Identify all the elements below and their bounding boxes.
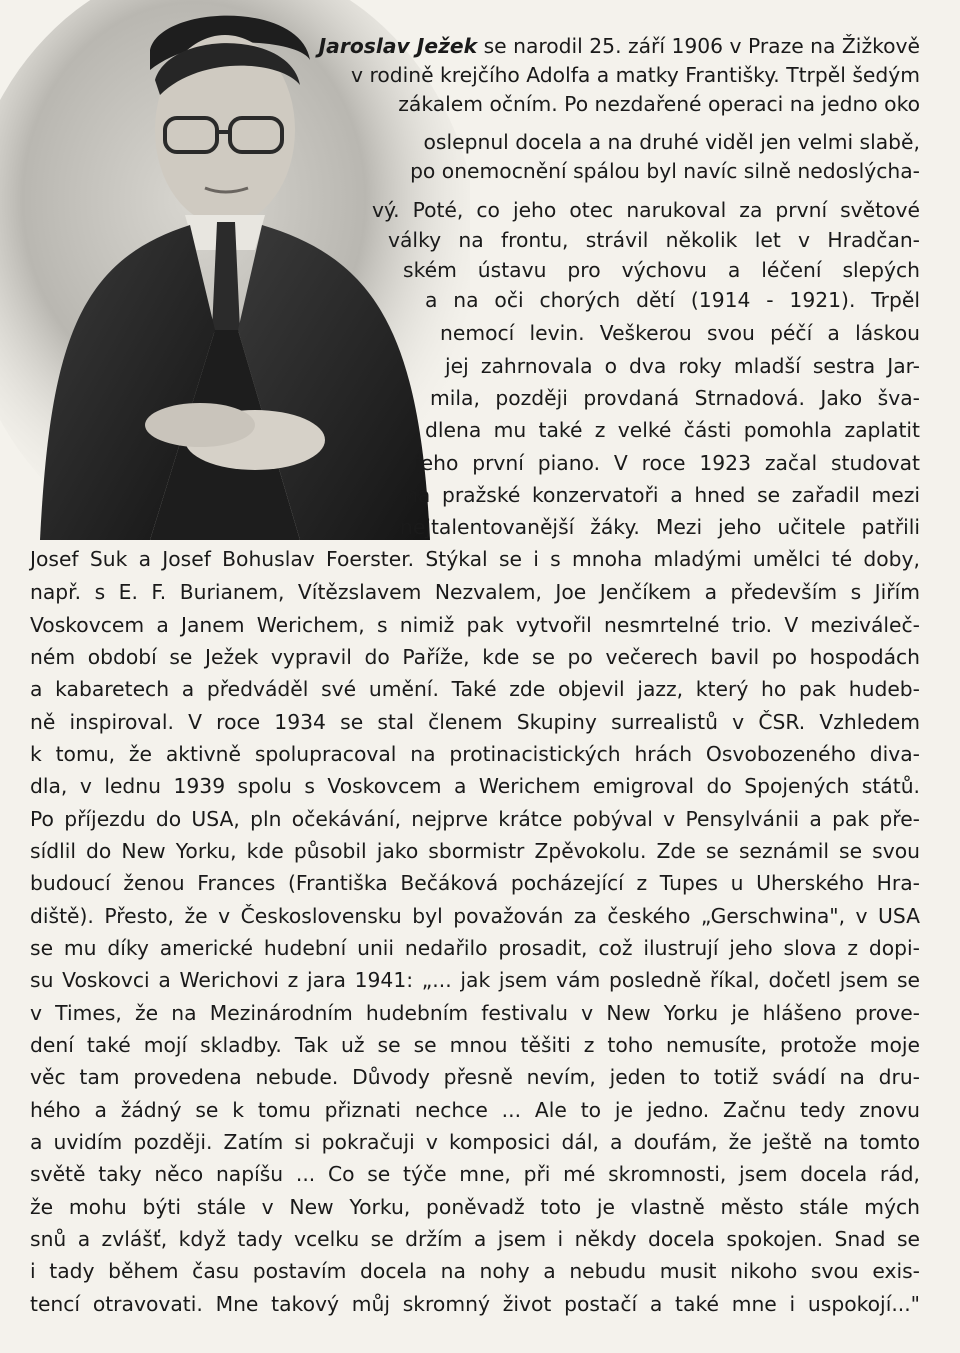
text-line: a kabaretech a předváděl své umění. Také zde objevil jazz, který ho pak hudeb- [30,677,920,701]
text-line: sídlil do New Yorku, kde působil jako sbormistr Zpěvokolu. Zde se seznámil se svou [30,839,920,863]
text-line: snů a zvlášť, když tady vcelku se držím a jsem i někdy docela spokojen. Snad se [30,1227,920,1251]
text-line: oslepnul docela a na druhé viděl jen velmi slabě, [423,130,920,154]
text-line: dení také mojí skladby. Tak už se se mnou těšiti z toho nemusíte, protože moje [30,1033,920,1057]
person-name: Jaroslav Ježek [318,34,478,58]
text-line: nemocí levin. Veškerou svou péčí a láskou [440,321,920,345]
text-line: dla, v lednu 1939 spolu s Voskovcem a Werichem emigroval do Spojených států. [30,774,920,798]
text-line: např. s E. F. Burianem, Vítězslavem Nezvalem, Joe Jenčíkem a především s Jiřím [30,580,920,604]
text-line: mila, později provdaná Strnadová. Jako šva- [430,386,920,410]
text-line: Po příjezdu do USA, pln očekávání, nejprve krátce pobýval v Pensylvánii a pak pře- [30,807,920,831]
text-line: Voskovcem a Janem Werichem, s nimiž pak vytvořil nesmrtelné trio. V meziváleč- [30,613,920,637]
text-line: na pražské konzervatoři a hned se zařadil mezi [405,483,920,507]
text-line: války na frontu, strávil několik let v Hradčan- [388,228,920,252]
text-line: ném období se Ježek vypravil do Paříže, kde se po večerech bavil po hospodách [30,645,920,669]
text-line: tencí otravovati. Mne takový můj skromný život postačí a také mne i uspokojí..." [30,1292,920,1316]
text-line: v Times, že na Mezinárodním hudebním festivalu v New Yorku je hlášeno prove- [30,1001,920,1025]
text-line: k tomu, že aktivně spolupracoval na protinacistických hrách Osvobozeného diva- [30,742,920,766]
text-line: hého a žádný se k tomu přiznati nechce ... Ale to je jedno. Začnu tedy znovu [30,1098,920,1122]
text-line: Josef Suk a Josef Bohuslav Foerster. Stýkal se i s mnoha mladými umělci té doby, [30,547,920,571]
text-line: su Voskovci a Werichovi z jara 1941: „... jak jsem vám posledně říkal, dočetl jsem se [30,968,920,992]
text-line: jej zahrnovala o dva roky mladší sestra Jar- [445,354,920,378]
text-line: v rodině krejčího Adolfa a matky Františky. Ttrpěl šedým [351,63,920,87]
text-line: Jaroslav Ježek se narodil 25. září 1906 v Praze na Žižkově [318,34,920,58]
text-line: světě taky něco napíšu ... Co se týče mne, při mé skromnosti, jsem docela rád, [30,1162,920,1186]
text-line: diště). Přesto, že v Československu byl považován za českého „Gerschwina", v USA [30,904,920,928]
text-line: po onemocnění spálou byl navíc silně nedoslýcha- [410,159,920,183]
text-line: a na oči chorých dětí (1914 - 1921). Trpěl [425,288,920,312]
text-line: budoucí ženou Frances (Františka Bečáková pocházející z Tupes u Uherského Hra- [30,871,920,895]
text-line: věc tam provedena nebude. Důvody přesně nevím, jeden to totiž svádí na dru- [30,1065,920,1089]
text-line: ně inspiroval. V roce 1934 se stal členem Skupiny surrealistů v ČSR. Vzhledem [30,710,920,734]
text-line: se mu díky americké hudební unii nedařilo prosadit, což ilustrují jeho slova z dopi- [30,936,920,960]
text-line: a uvidím později. Zatím si pokračuji v komposici dál, a doufám, že ještě na tomto [30,1130,920,1154]
text-line: ském ústavu pro výchovu a léčení slepých [403,258,920,282]
text-line: zákalem očním. Po nezdařené operaci na jedno oko [398,92,920,116]
text-line: že mohu býti stále v New Yorku, poněvadž toto je vlastně město stále mých [30,1195,920,1219]
text-line: dlena mu také z velké části pomohla zaplatit [425,418,920,442]
text-line: vý. Poté, co jeho otec narukoval za první světové [372,198,920,222]
text-line: nejtalentovanější žáky. Mezi jeho učitele patřili [400,515,920,539]
text-line: i tady během času postavím docela na nohy a nebudu musit nikoho svou exis- [30,1259,920,1283]
text-line: jeho první piano. V roce 1923 začal studovat [415,451,920,475]
